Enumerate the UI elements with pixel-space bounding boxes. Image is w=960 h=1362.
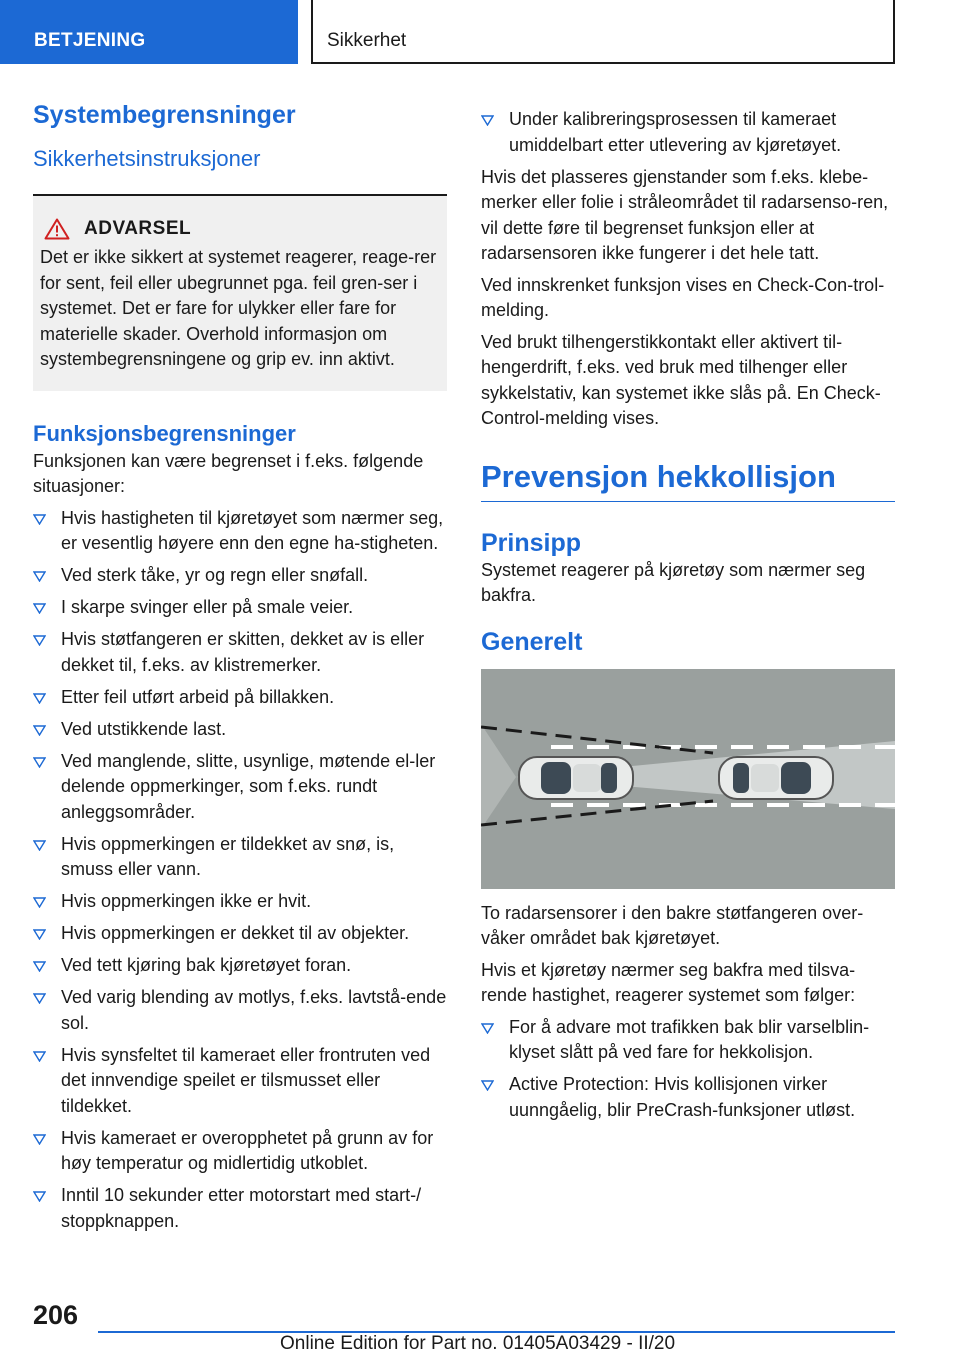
list-item: Ved utstikkende last. bbox=[33, 717, 447, 743]
list-item: Hvis oppmerkingen er tildekket av snø, is, smuss eller vann. bbox=[33, 832, 447, 883]
general-heading: Generelt bbox=[481, 627, 583, 656]
bullet-triangle-icon bbox=[33, 1051, 46, 1062]
footer-edition: Online Edition for Part no. 01405A03429 - II/20 bbox=[280, 1333, 676, 1354]
radar-paragraph: Hvis det plasseres gjenstander som f.eks. klebe-merker eller folie i stråleområdet til radarsenso-ren, vil dette føre til begrenset funksjon eller at radarsensoren ikke fungerer i det hele tatt. bbox=[481, 166, 889, 263]
warning-box bbox=[33, 194, 447, 391]
main-heading: Prevensjon hekkollisjon bbox=[481, 458, 895, 502]
bullet-triangle-icon bbox=[33, 993, 46, 1004]
bullet-triangle-icon bbox=[33, 1191, 46, 1202]
list-item: Hvis oppmerkingen er dekket til av objekter. bbox=[33, 921, 447, 947]
left-column bbox=[33, 100, 447, 1241]
trailer-paragraph: Ved brukt tilhengerstikkontakt eller aktivert til-hengerdrift, f.eks. ved bruk med tilhenger eller sykkelstativ, kan systemet ikke slås på. En Check-Control-melding vises. bbox=[481, 331, 881, 428]
func-heading: Funksjonsbegrensninger bbox=[33, 420, 296, 446]
list-item: I skarpe svinger eller på smale veier. bbox=[33, 595, 447, 621]
car-icon bbox=[719, 757, 833, 799]
bullet-triangle-icon bbox=[33, 693, 46, 704]
principle-heading: Prinsipp bbox=[481, 528, 582, 557]
list-item: Ved sterk tåke, yr og regn eller snøfall. bbox=[33, 563, 447, 589]
bullet-triangle-icon bbox=[33, 635, 46, 646]
list-item: Ved manglende, slitte, usynlige, møtende el-ler delende oppmerkinger, som f.eks. rundt anleggsområder. bbox=[33, 749, 447, 826]
warning-header bbox=[40, 218, 439, 240]
list-item: Hvis oppmerkingen ikke er hvit. bbox=[33, 889, 447, 915]
bullet-triangle-icon bbox=[33, 897, 46, 908]
section-subtitle: Sikkerhetsinstruksjoner bbox=[33, 146, 261, 171]
general-text-1: To radarsensorer i den bakre støtfangeren over-våker området bak kjøretøyet. bbox=[481, 902, 864, 948]
warning-triangle-icon bbox=[44, 218, 70, 240]
page-title: Systembegrensninger bbox=[33, 101, 296, 129]
list-item: Etter feil utført arbeid på billakken. bbox=[33, 685, 447, 711]
bullet-triangle-icon bbox=[33, 603, 46, 614]
general-text-2: Hvis et kjøretøy nærmer seg bakfra med tilsva-rende hastighet, reagerer systemet som følger: bbox=[481, 959, 856, 1005]
car-icon bbox=[519, 757, 633, 799]
bullet-triangle-icon bbox=[481, 115, 494, 126]
list-item: Inntil 10 sekunder etter motorstart med start-/ stoppknappen. bbox=[33, 1183, 447, 1234]
list-item: Ved varig blending av motlys, f.eks. lavtstå-ende sol. bbox=[33, 985, 447, 1036]
principle-text: Systemet reagerer på kjøretøy som nærmer seg bakfra. bbox=[481, 559, 866, 605]
section-tab bbox=[0, 0, 298, 64]
bullet-triangle-icon bbox=[33, 840, 46, 851]
list-item: For å advare mot trafikken bak blir varselblin-klyset slått på ved fare for hekkolisjon. bbox=[481, 1015, 895, 1066]
list-item: Active Protection: Hvis kollisjonen virker uunngåelig, blir PreCrash-funksjoner utløst. bbox=[481, 1072, 895, 1123]
bullet-triangle-icon bbox=[33, 725, 46, 736]
bullet-triangle-icon bbox=[481, 1080, 494, 1091]
bullet-triangle-icon bbox=[33, 929, 46, 940]
list-item: Hvis synsfeltet til kameraet eller frontruten ved det innvendige speilet er tilsmusset eller tildekket. bbox=[33, 1043, 447, 1120]
warning-text: Det er ikke sikkert at systemet reagerer, reage-rer for sent, feil eller ubegrunnet pga. feil gren-ser i systemet. Det er fare for ulykker eller fare for materielle skader. Overhold informasjon om systembegrensningene og grip ev. inn aktivt. bbox=[40, 247, 437, 369]
list-item: Ved tett kjøring bak kjøretøyet foran. bbox=[33, 953, 447, 979]
section-label: BETJENING bbox=[34, 30, 146, 51]
bullet-triangle-icon bbox=[33, 571, 46, 582]
bullet-triangle-icon bbox=[33, 514, 46, 525]
warning-title: ADVARSEL bbox=[84, 218, 192, 239]
list-item: Under kalibreringsprosessen til kameraet umiddelbart etter utlevering av kjøretøyet. bbox=[481, 107, 895, 158]
bullet-triangle-icon bbox=[481, 1023, 494, 1034]
list-item: Hvis kameraet er overopphetet på grunn av for høy temperatur og midlertidig utkoblet. bbox=[33, 1126, 447, 1177]
func-intro: Funksjonen kan være begrenset i f.eks. følgende situasjoner: bbox=[33, 450, 424, 496]
calibration-list bbox=[481, 107, 895, 158]
check-control-paragraph: Ved innskrenket funksjon vises en Check-Con-trol-melding. bbox=[481, 274, 885, 320]
bullet-triangle-icon bbox=[33, 1134, 46, 1145]
list-item: Hvis støtfangeren er skitten, dekket av is eller dekket til, f.eks. av klistremerker. bbox=[33, 627, 447, 678]
chapter-tab bbox=[311, 0, 895, 64]
chapter-label: Sikkerhet bbox=[327, 30, 407, 51]
list-item: Hvis hastigheten til kjøretøyet som nærmer seg, er vesentlig høyere enn den egne ha-stigheten. bbox=[33, 506, 447, 557]
func-list bbox=[33, 506, 447, 1235]
right-column bbox=[481, 100, 895, 1130]
bullet-triangle-icon bbox=[33, 961, 46, 972]
rear-collision-illustration bbox=[481, 669, 895, 889]
page-number: 206 bbox=[33, 1300, 79, 1330]
reaction-list bbox=[481, 1015, 895, 1124]
bullet-triangle-icon bbox=[33, 757, 46, 768]
